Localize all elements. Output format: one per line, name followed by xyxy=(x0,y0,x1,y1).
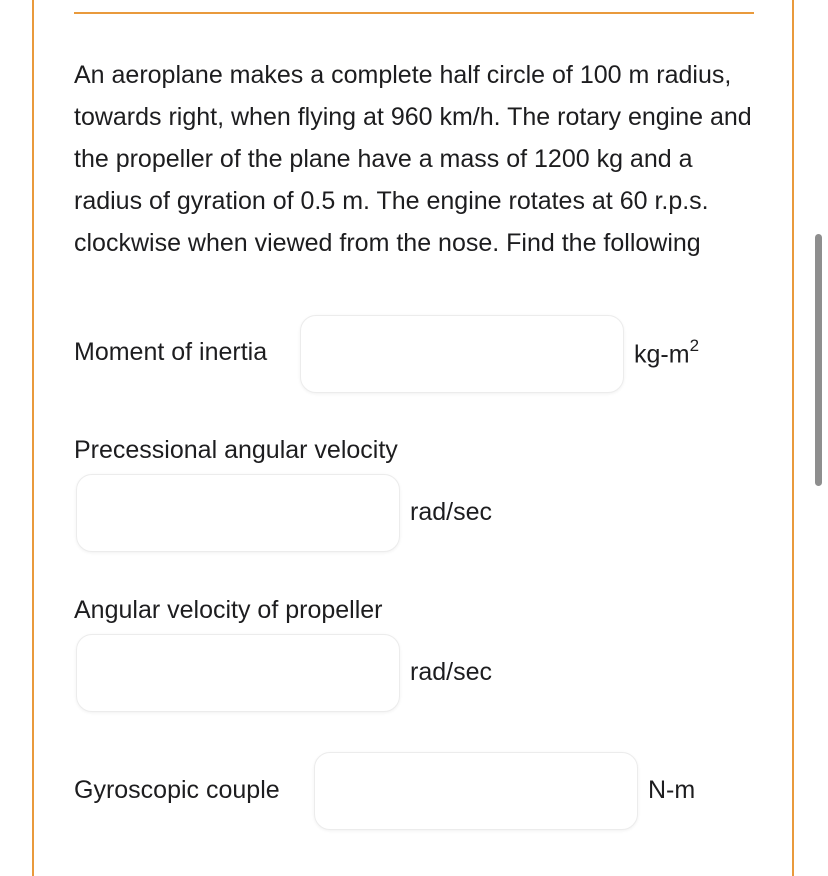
precessional-angular-velocity-input[interactable] xyxy=(76,474,400,552)
precessional-angular-velocity-label: Precessional angular velocity xyxy=(74,436,398,464)
precessional-angular-velocity-unit: rad/sec xyxy=(410,498,492,526)
gyroscopic-couple-label: Gyroscopic couple xyxy=(74,776,280,804)
moment-of-inertia-unit: $kg-m^2$ xyxy=(634,336,700,369)
propeller-angular-velocity-unit: rad/sec xyxy=(410,658,492,686)
vertical-scrollbar[interactable] xyxy=(815,234,822,486)
gyroscopic-couple-input[interactable] xyxy=(314,752,638,830)
propeller-angular-velocity-label: Angular velocity of propeller xyxy=(74,596,383,624)
top-divider xyxy=(74,12,754,14)
question-text: An aeroplane makes a complete half circle of 100 m radius, towards right, when flying at 960 km/h. The rotary engine and the propeller of the plane have a mass of 1200 kg and a radius of gyration of 0.5 m. The engine rotates at 60 r.p.s. clockwise when viewed from the nose. Find the following xyxy=(74,61,752,257)
propeller-angular-velocity-input[interactable] xyxy=(76,634,400,712)
gyroscopic-couple-unit: N-m xyxy=(648,776,696,804)
moment-of-inertia-input[interactable] xyxy=(300,315,624,393)
moment-of-inertia-label: Moment of inertia xyxy=(74,338,268,366)
